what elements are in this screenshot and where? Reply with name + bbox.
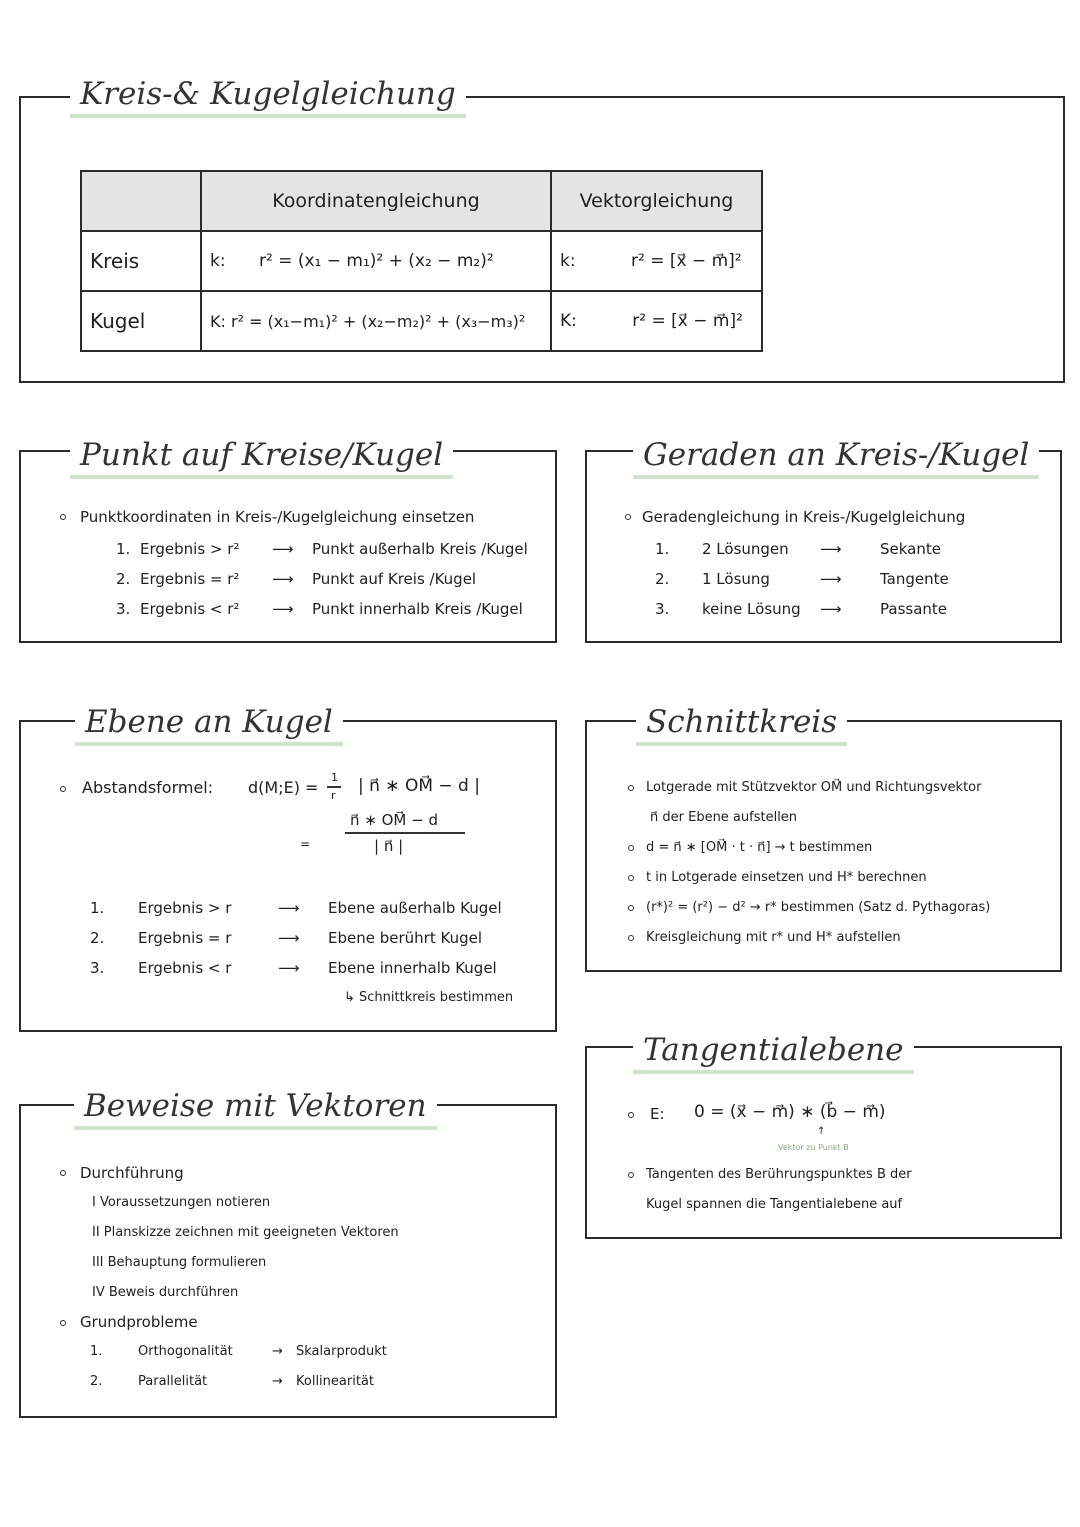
ebene-result-2: Ebene berührt Kugel <box>328 929 482 947</box>
bullet-icon <box>628 785 634 791</box>
gleichung-table <box>80 170 763 352</box>
bullet-icon <box>60 1170 66 1176</box>
schnitt-bullet-3: t in Lotgerade einsetzen und H* berechnen <box>646 870 927 885</box>
schnitt-bullet-1-cont: n⃗ der Ebene aufstellen <box>650 810 798 825</box>
geraden-result-2: Tangente <box>880 570 949 588</box>
vec-prefix-kreis: k: <box>560 251 576 271</box>
schnitt-bullet-4: (r*)² = (r²) − d² → r* bestimmen (Satz d. Pythagoras) <box>646 900 991 915</box>
punkt-result-3: Punkt innerhalb Kreis /Kugel <box>312 600 523 618</box>
geraden-cond-2: 1 Lösung <box>702 570 770 588</box>
problem-arrow-1: → <box>272 1344 283 1359</box>
geraden-title: Geraden an Kreis-/Kugel <box>633 435 1039 479</box>
table-header-vektor: Vektorgleichung <box>551 171 762 231</box>
schnitt-bullet-5: Kreisgleichung mit r* und H* aufstellen <box>646 930 901 945</box>
ebene-result-1: Ebene außerhalb Kugel <box>328 899 502 917</box>
bullet-icon <box>625 514 631 520</box>
bullet-icon <box>60 514 66 520</box>
punkt-num-2: 2. <box>116 570 131 588</box>
geraden-result-3: Passante <box>880 600 948 618</box>
geraden-result-1: Sekante <box>880 540 941 558</box>
schnittkreis-title: Schnittkreis <box>636 702 847 746</box>
vec-prefix-kugel: K: <box>560 311 577 331</box>
kreis-kugel-title: Kreis-& Kugelgleichung <box>70 74 466 118</box>
geraden-arrow-3: ⟶ <box>820 600 842 618</box>
formula-abs: | n⃗ ∗ OM⃗ − d | <box>358 776 480 796</box>
bullet-icon <box>628 875 634 881</box>
ebene-cond-2: Ergebnis = r <box>138 929 232 947</box>
coord-eq-kugel: r² = (x₁−m₁)² + (x₂−m₂)² + (x₃−m₃)² <box>230 311 526 331</box>
coord-prefix-kugel: K: <box>210 311 226 331</box>
formula-frac-den: r <box>331 789 336 802</box>
geraden-arrow-2: ⟶ <box>820 570 842 588</box>
abstandsformel-label: Abstandsformel: <box>82 778 214 797</box>
tangential-eq: 0 = (x⃗ − m⃗) ∗ (b⃗ − m⃗) <box>694 1102 886 1122</box>
table-header-koordinaten: Koordinatengleichung <box>201 171 551 231</box>
formula-den: | n⃗ | <box>374 837 404 855</box>
tangential-eq-label: E: <box>650 1105 665 1123</box>
cell-vec-kreis <box>551 231 762 291</box>
geraden-num-3: 3. <box>655 600 670 618</box>
punkt-arrow-3: ⟶ <box>272 600 294 618</box>
formula-lhs: d(M;E) = <box>248 778 319 797</box>
vec-eq-kugel: r² = [x⃗ − m⃗]² <box>632 311 743 331</box>
geraden-intro: Geradengleichung in Kreis-/Kugelgleichung <box>642 508 966 526</box>
beweis-step-2: II Planskizze zeichnen mit geeigneten Vektoren <box>92 1225 399 1240</box>
punkt-auf-title: Punkt auf Kreise/Kugel <box>70 435 453 479</box>
problem-tool-1: Skalarprodukt <box>296 1344 387 1359</box>
problem-num-1: 1. <box>90 1344 103 1359</box>
bullet-icon <box>60 786 66 792</box>
geraden-cond-3: keine Lösung <box>702 600 801 618</box>
tangential-bullet: Tangenten des Berührungspunktes B der <box>646 1167 912 1182</box>
row-label-kreis: Kreis <box>81 231 201 291</box>
problem-tool-2: Kollinearität <box>296 1374 374 1389</box>
beweis-step-3: III Behauptung formulieren <box>92 1255 267 1270</box>
ebene-title: Ebene an Kugel <box>75 702 343 746</box>
ebene-arrow-2: ⟶ <box>278 929 300 947</box>
tangential-eq-note: Vektor zu Punkt B <box>778 1143 849 1152</box>
punkt-arrow-2: ⟶ <box>272 570 294 588</box>
bullet-icon <box>628 1172 634 1178</box>
formula-equals: = <box>300 837 311 851</box>
punkt-num-3: 3. <box>116 600 131 618</box>
beweise-title: Beweise mit Vektoren <box>74 1086 437 1130</box>
problem-name-1: Orthogonalität <box>138 1344 233 1359</box>
punkt-result-2: Punkt auf Kreis /Kugel <box>312 570 477 588</box>
ebene-num-3: 3. <box>90 959 105 977</box>
punkt-auf-intro: Punktkoordinaten in Kreis-/Kugelgleichung einsetzen <box>80 508 475 526</box>
geraden-cond-1: 2 Lösungen <box>702 540 789 558</box>
ebene-arrow-1: ⟶ <box>278 899 300 917</box>
schnitt-bullet-1: Lotgerade mit Stützvektor OM⃗ und Richtungsvektor <box>646 780 982 795</box>
punkt-num-1: 1. <box>116 540 131 558</box>
bullet-icon <box>628 935 634 941</box>
tangential-bullet-cont: Kugel spannen die Tangentialebene auf <box>646 1197 903 1212</box>
ebene-cond-1: Ergebnis > r <box>138 899 232 917</box>
bullet-icon <box>60 1320 66 1326</box>
formula-frac-num: 1 <box>331 771 338 784</box>
punkt-cond-3: Ergebnis < r² <box>140 600 240 618</box>
schnitt-bullet-2: d = n⃗ ∗ [OM⃗ · t · n⃗] → t bestimmen <box>646 840 873 855</box>
ebene-box <box>19 720 557 1032</box>
ebene-arrow-3: ⟶ <box>278 959 300 977</box>
coord-eq-kreis: r² = (x₁ − m₁)² + (x₂ − m₂)² <box>258 251 494 271</box>
bullet-icon <box>628 905 634 911</box>
vec-eq-kreis: r² = [x⃗ − m⃗]² <box>630 251 742 271</box>
bullet-icon <box>628 1112 634 1118</box>
table-row <box>81 231 762 291</box>
problem-num-2: 2. <box>90 1374 103 1389</box>
cell-coord-kreis <box>201 231 551 291</box>
problem-name-2: Parallelität <box>138 1374 208 1389</box>
cell-coord-kugel <box>201 291 551 351</box>
cell-vec-kugel <box>551 291 762 351</box>
beweis-step-1: I Voraussetzungen notieren <box>92 1195 271 1210</box>
bullet-icon <box>628 845 634 851</box>
row-label-kugel: Kugel <box>81 291 201 351</box>
table-header-row <box>81 171 762 231</box>
ebene-num-1: 1. <box>90 899 105 917</box>
geraden-num-2: 2. <box>655 570 670 588</box>
problem-arrow-2: → <box>272 1374 283 1389</box>
tangential-title: Tangentialebene <box>633 1030 914 1074</box>
coord-prefix-kreis: k: <box>210 251 226 271</box>
grundprobleme-label: Grundprobleme <box>80 1313 198 1331</box>
punkt-cond-2: Ergebnis = r² <box>140 570 240 588</box>
ebene-sub-note: ↳ Schnittkreis bestimmen <box>344 990 514 1005</box>
ebene-result-3: Ebene innerhalb Kugel <box>328 959 497 977</box>
geraden-num-1: 1. <box>655 540 670 558</box>
durchfuehrung-label: Durchführung <box>80 1164 184 1182</box>
formula-num: n⃗ ∗ OM⃗ − d <box>350 811 438 829</box>
ebene-cond-3: Ergebnis < r <box>138 959 232 977</box>
punkt-cond-1: Ergebnis > r² <box>140 540 240 558</box>
beweis-step-4: IV Beweis durchführen <box>92 1285 239 1300</box>
ebene-num-2: 2. <box>90 929 105 947</box>
formula-main-frac-line <box>345 832 465 834</box>
punkt-arrow-1: ⟶ <box>272 540 294 558</box>
geraden-arrow-1: ⟶ <box>820 540 842 558</box>
table-row <box>81 291 762 351</box>
punkt-result-1: Punkt außerhalb Kreis /Kugel <box>312 540 528 558</box>
table-header-empty <box>81 171 201 231</box>
tangential-eq-arrow: ↑ <box>817 1126 826 1137</box>
